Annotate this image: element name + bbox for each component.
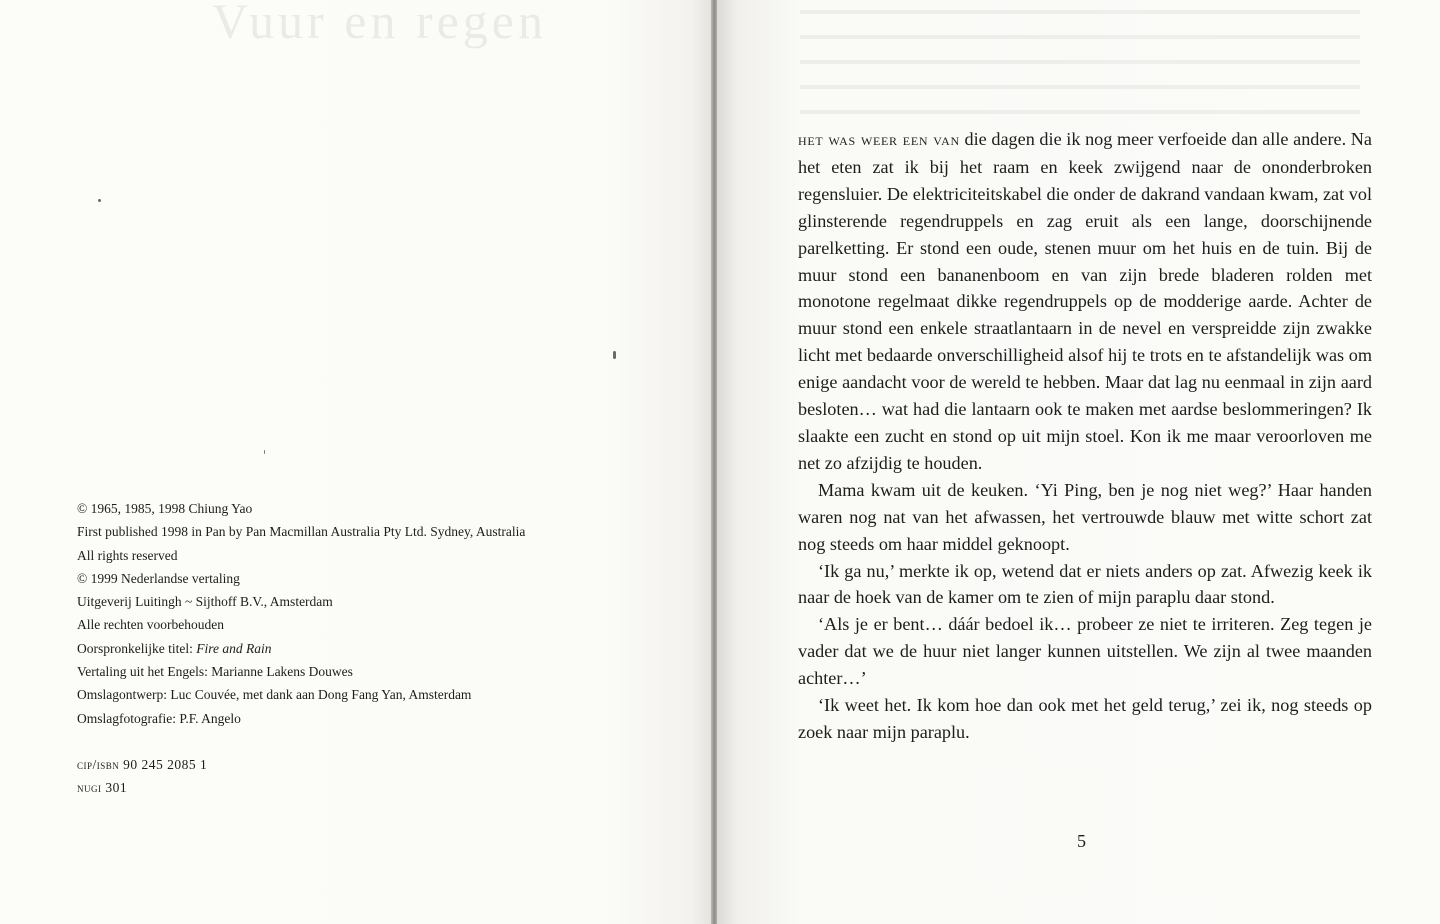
paragraph: ‘Ik ga nu,’ merkte ik op, wetend dat er niets anders op zat. Afwezig keek ik naar de hoek van de kamer om te zien of mijn paraplu daar stond.: [798, 560, 1372, 608]
left-page: [0, 0, 712, 924]
copyright-line: © 1965, 1985, 1998 Chiung Yao: [77, 501, 253, 516]
original-title: Fire and Rain: [196, 640, 272, 656]
bleed-through-title: Vuur en regen: [212, 0, 547, 49]
publisher-line: Uitgeverij Luitingh ~ Sijthoff B.V., Amsterdam: [77, 594, 333, 610]
cover-design-line: Omslagontwerp: Luc Couvée, met dank aan Dong Fang Yan, Amsterdam: [77, 687, 472, 703]
original-title-label: Oorspronkelijke titel:: [77, 640, 197, 656]
cover-photo-line: Omslagfotografie: P.F. Angelo: [77, 710, 241, 726]
page-number: 5: [1077, 831, 1086, 851]
paragraph: ‘Ik weet het. Ik kom hoe dan ook met het geld terug,’ zei ik, nog steeds op zoek naar mijn paraplu.: [798, 695, 1372, 742]
bleed-through-text: [800, 0, 1360, 120]
original-title-line: [77, 637, 677, 660]
lead-in: het was weer een van: [798, 130, 960, 149]
rights-line: All rights reserved: [77, 547, 178, 563]
paragraph: ‘Als je er bent… dáár bedoel ik… probeer ze niet te irriteren. Zeg tegen je vader dat we de huur niet langer kunnen uitstellen. We zijn al twee maanden achter…’: [798, 614, 1372, 689]
nugi-line: nugi 301: [77, 780, 128, 796]
isbn-line: cip/isbn 90 245 2085 1: [77, 756, 208, 772]
paragraph-1-text: die dagen die ik nog meer verfoeide dan alle andere. Na het eten zat ik bij het raam en keek zwijgend naar de ononderbroken regensluier. De elektriciteitskabel die onder de dakrand vandaan kwam, zat vol glinsterende regendruppels en zag eruit als een lange, doorschijnende parelketting. Er stond een oude, stenen muur om het huis en de tuin. Bij de muur stond een bananenboom en van zijn brede bladeren rolden met monotone regelmaat dikke regendruppels op de modderige aarde. Achter de muur stond een enkele straatlantaarn in de nevel en verspreidde zijn zwakke licht met bedaarde onverschilligheid alsof hij te trots en te afstandelijk was om enige aandacht voor de wereld te hebben. Maar dat lag nu eenmaal in zijn aard besloten… wat had die lantaarn ook te maken met aardse beslommeringen? Ik slaakte een zucht en stond op uit mijn stoel. Kon ik me maar veroorloven me net zo afzijdig te houden.: [798, 129, 1372, 473]
paper-speck: [613, 351, 616, 359]
paper-speck: [264, 450, 265, 454]
chapter-text: [798, 126, 1372, 746]
paper-speck: [98, 199, 101, 202]
paragraph: Mama kwam uit de keuken. ‘Yi Ping, ben je nog niet weg?’ Haar handen waren nog nat van het afwassen, het vertrouwde blauw met witte schort zat nog steeds om haar middel geknoopt.: [798, 479, 1372, 554]
colophon: [77, 497, 677, 800]
paragraph: [798, 126, 1372, 477]
first-published-line: First published 1998 in Pan by Pan Macmillan Australia Pty Ltd. Sydney, Australia: [77, 524, 526, 540]
translation-copyright-line: © 1999 Nederlandse vertaling: [77, 570, 240, 586]
translator-line: Vertaling uit het Engels: Marianne Lakens Douwes: [77, 664, 353, 680]
rights-reserved-nl-line: Alle rechten voorbehouden: [77, 617, 224, 633]
